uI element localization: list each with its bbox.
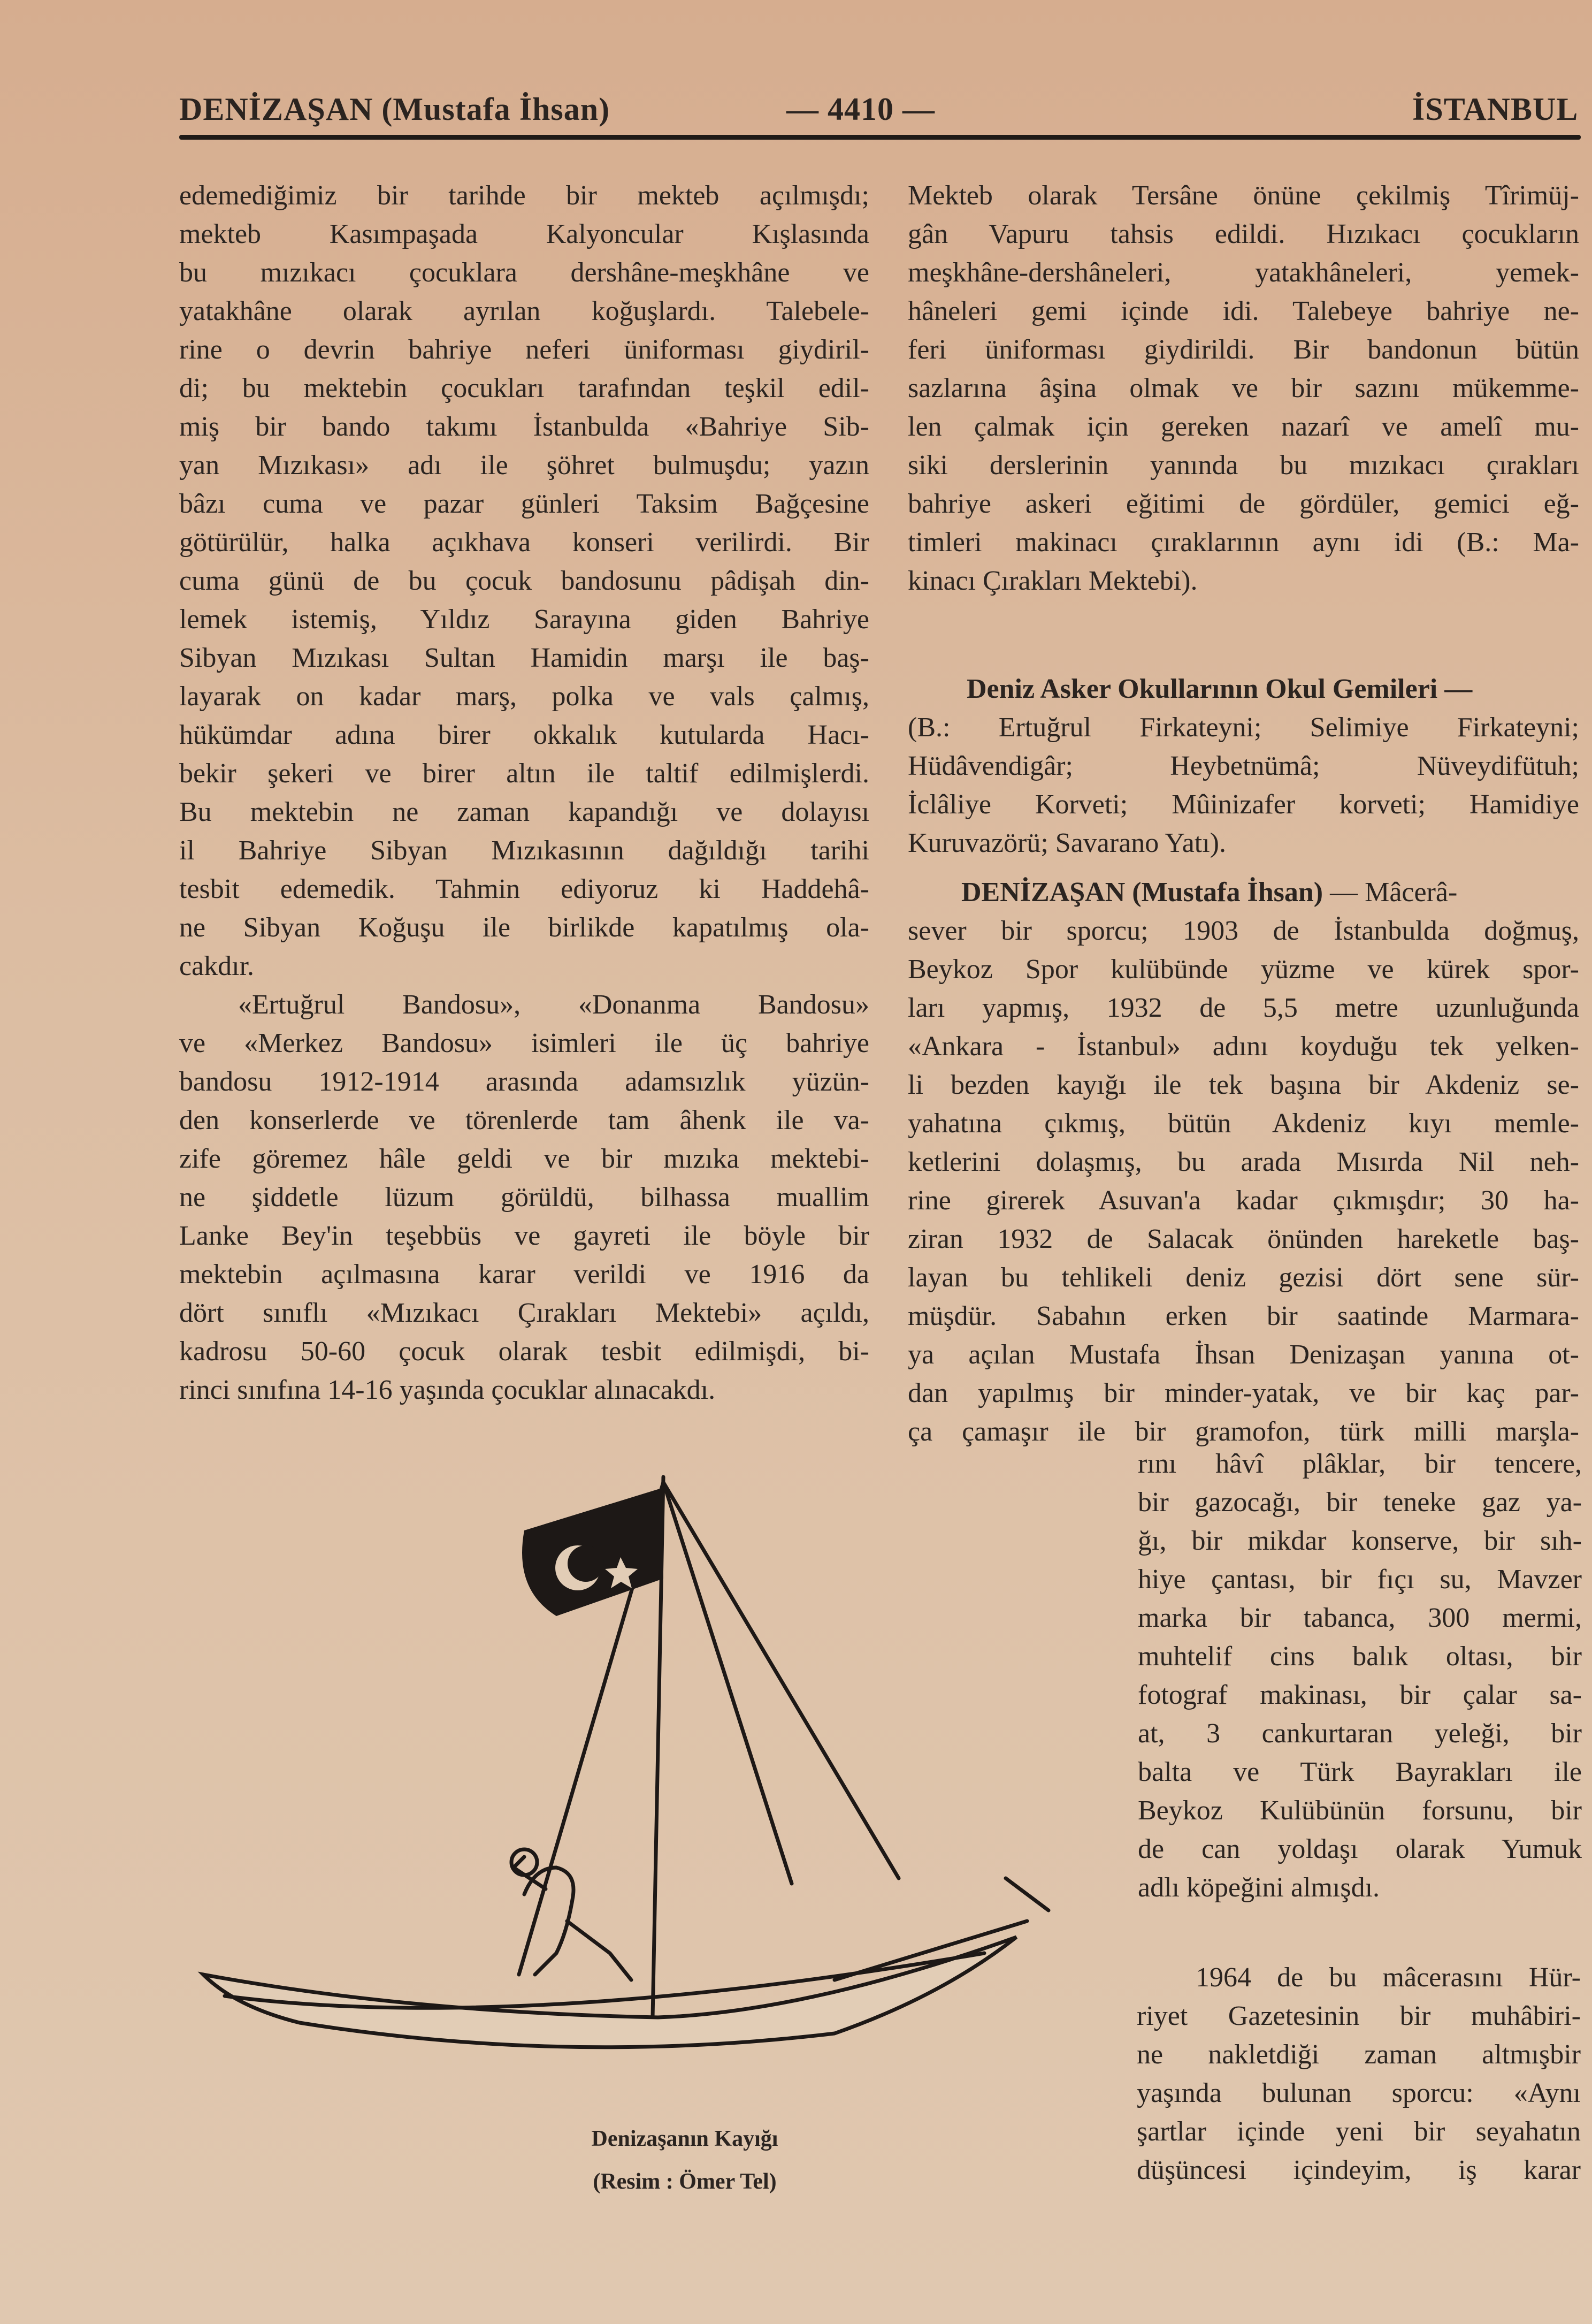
text-line: de can yoldaşı olarak Yumuk xyxy=(1138,1834,1582,1864)
text-line: kadrosu 50-60 çocuk olarak tesbit edilmişdi, bi- xyxy=(179,1336,869,1367)
sail-line xyxy=(663,1482,899,1878)
text-line: bâzı cuma ve pazar günleri Taksim Bağçesine xyxy=(179,489,869,519)
text-line: şartlar içinde yeni bir seyahatın xyxy=(1137,2116,1581,2147)
text-line: mektebin açılmasına karar verildi ve 1916 da xyxy=(179,1259,869,1290)
text-line: (B.: Ertuğrul Firkateyni; Selimiye Firkateyni; xyxy=(908,712,1579,743)
forestay xyxy=(1006,1878,1048,1910)
text-line: dan yapılmış bir minder-yatak, ve bir kaç par- xyxy=(908,1378,1579,1408)
text-line: ğı, bir mikdar konserve, bir sıh- xyxy=(1138,1526,1582,1556)
text-line: «Ankara - İstanbul» adını koyduğu tek yelken- xyxy=(908,1031,1579,1062)
text-line: marka bir tabanca, 300 mermi, xyxy=(1138,1603,1582,1633)
text-line: rine o devrin bahriye neferi üniforması giydiril- xyxy=(179,334,869,365)
text-line: sever bir sporcu; 1903 de İstanbulda doğmuş, xyxy=(908,916,1579,946)
header-rule xyxy=(179,135,1581,140)
text-line: Beykoz Kulübünün forsunu, bir xyxy=(1138,1795,1582,1826)
entry-denizasan-body xyxy=(908,912,1579,1451)
text-line: bu mızıkacı çocuklara dershâne-meşkhâne ve xyxy=(179,257,869,288)
text-line: gân Vapuru tahsis edildi. Hızıkacı çocukların xyxy=(908,219,1579,249)
boat-illustration xyxy=(193,1439,1075,2103)
entry-heading-okul-gemileri: Deniz Asker Okullarının Okul Gemileri — xyxy=(967,674,1473,704)
text-line: cakdır. xyxy=(179,951,255,981)
text-line: siki derslerinin yanında bu mızıkacı çırakları xyxy=(908,450,1579,481)
running-header-title: DENİZAŞAN (Mustafa İhsan) xyxy=(179,92,610,127)
text-line: yan Mızıkası» adı ile şöhret bulmuşdu; yazın xyxy=(179,450,869,481)
text-line: layan bu tehlikeli deniz gezisi dört sene sür- xyxy=(908,1262,1579,1293)
text-line: götürülür, halka açıkhava konseri verilirdi. Bir xyxy=(179,527,869,558)
left-paragraph-1 xyxy=(179,177,869,986)
text-line: ne Sibyan Koğuşu ile birlikde kapatılmış ola- xyxy=(179,912,869,943)
text-line: li bezden kayığı ile tek başına bir Akdeniz se- xyxy=(908,1070,1579,1100)
figure-caption-title: Denizaşanın Kayığı xyxy=(591,2127,778,2151)
text-line: adlı köpeğini almışdı. xyxy=(1138,1872,1380,1903)
text-line: ça çamaşır ile bir gramofon, türk milli marşla- xyxy=(908,1416,1579,1447)
figure-caption-credit: (Resim : Ömer Tel) xyxy=(593,2169,777,2194)
entry-title-continuation: — Mâcerâ- xyxy=(1330,877,1458,908)
entry-denizasan-indented-body xyxy=(1138,1445,1582,1907)
text-line: cuma günü de bu çocuk bandosunu pâdişah din- xyxy=(179,566,869,596)
text-line: feri üniforması giydirildi. Bir bandonun bütün xyxy=(908,334,1579,365)
entry-title: DENİZAŞAN (Mustafa İhsan) xyxy=(961,877,1323,908)
text-line: Sibyan Mızıkası Sultan Hamidin marşı ile baş- xyxy=(179,643,869,673)
text-line: edemediğimiz bir tarihde bir mekteb açılmışdı; xyxy=(179,180,869,211)
text-line: Kuruvazörü; Savarano Yatı). xyxy=(908,828,1226,858)
text-line: müşdür. Sabahın erken bir saatinde Marmara- xyxy=(908,1301,1579,1331)
text-line: zife göremez hâle geldi ve bir mızıka mektebi- xyxy=(179,1144,869,1174)
text-line: bekir şekeri ve birer altın ile taltif edilmişlerdi. xyxy=(179,758,869,789)
text-line: Hüdâvendigâr; Heybetnümâ; Nüveydifütuh; xyxy=(908,751,1579,781)
text-line: hiye çantası, bir fıçı su, Mavzer xyxy=(1138,1564,1582,1595)
text-line: Bu mektebin ne zaman kapandığı ve dolayısı xyxy=(179,797,869,827)
entry-okul-gemileri-body xyxy=(908,708,1579,863)
text-line: lemek istemiş, Yıldız Sarayına giden Bahriye xyxy=(179,604,869,635)
text-line: ne şiddetle lüzum görüldü, bilhassa muallim xyxy=(179,1182,869,1213)
text-line: 1964 de bu mâcerasını Hür- xyxy=(1196,1962,1581,1993)
entry-heading-denizasan xyxy=(908,873,1579,912)
right-paragraph-1 xyxy=(908,177,1579,600)
text-line: İclâliye Korveti; Mûinizafer korveti; Hamidiye xyxy=(908,789,1579,820)
text-line: dört sınıflı «Mızıkacı Çırakları Mektebi» açıldı, xyxy=(179,1298,869,1328)
text-line: «Ertuğrul Bandosu», «Donanma Bandosu» xyxy=(238,989,869,1020)
text-line: bir gazocağı, bir teneke gaz ya- xyxy=(1138,1487,1582,1518)
entry-denizasan-final-paragraph xyxy=(1137,1959,1581,2190)
text-line: balta ve Türk Bayrakları ile xyxy=(1138,1757,1582,1787)
text-line: kinacı Çırakları Mektebi). xyxy=(908,566,1198,596)
text-line: hâneleri gemi içinde idi. Talebeye bahriye ne- xyxy=(908,296,1579,326)
text-line: fotograf makinası, bir çalar sa- xyxy=(1138,1680,1582,1710)
text-line: at, 3 cankurtaran yeleği, bir xyxy=(1138,1718,1582,1749)
text-line: ve «Merkez Bandosu» isimleri ile üç bahriye xyxy=(179,1028,869,1058)
left-column xyxy=(179,177,869,1409)
text-line: mekteb Kasımpaşada Kalyoncular Kışlasında xyxy=(179,219,869,249)
sail-line xyxy=(663,1482,792,1884)
text-line: ketlerini dolaşmış, bu arada Mısırda Nil neh- xyxy=(908,1147,1579,1177)
text-line: yahatına çıkmış, bütün Akdeniz kıyı memle- xyxy=(908,1108,1579,1139)
text-line: Lanke Bey'in teşebbüs ve gayreti ile böyle bir xyxy=(179,1221,869,1251)
text-line: riyet Gazetesinin bir muhâbiri- xyxy=(1137,2001,1581,2031)
text-line: ne nakletdiği zaman altmışbir xyxy=(1137,2039,1581,2070)
text-line: len çalmak için gereken nazarî ve amelî mu- xyxy=(908,412,1579,442)
text-line: yaşında bulunan sporcu: «Aynı xyxy=(1137,2078,1581,2108)
text-line: rine girerek Asuvan'a kadar çıkmışdır; 30 ha- xyxy=(908,1185,1579,1216)
text-line: tesbit edemedik. Tahmin ediyoruz ki Haddehâ- xyxy=(179,874,869,904)
right-column xyxy=(908,177,1579,1451)
text-line: yatakhâne olarak ayrılan koğuşlardı. Talebele- xyxy=(179,296,869,326)
text-line: Beykoz Spor kulübünde yüzme ve kürek spor- xyxy=(908,954,1579,985)
sailor-figure xyxy=(514,1857,631,1980)
text-line: il Bahriye Sibyan Mızıkasının dağıldığı tarihi xyxy=(179,835,869,866)
text-line: miş bir bando takımı İstanbulda «Bahriye Sib- xyxy=(179,412,869,442)
text-line: den konserlerde ve törenlerde tam âhenk ile va- xyxy=(179,1105,869,1136)
sailor-head xyxy=(511,1849,537,1875)
text-line: bandosu 1912-1914 arasında adamsızlık yüzün- xyxy=(179,1066,869,1097)
text-line: rını hâvî plâklar, bir tencere, xyxy=(1138,1449,1582,1479)
text-line: Mekteb olarak Tersâne önüne çekilmiş Tîrimüj- xyxy=(908,180,1579,211)
flag-crescent-inner xyxy=(568,1545,604,1582)
page-number: — 4410 — xyxy=(786,92,935,127)
text-line: bahriye askeri eğitimi de gördüler, gemici eğ- xyxy=(908,489,1579,519)
text-line: ya açılan Mustafa İhsan Denizaşan yanına ot- xyxy=(908,1339,1579,1370)
text-line: düşüncesi içindeyim, iş karar xyxy=(1137,2155,1581,2185)
text-line: meşkhâne-dershâneleri, yatakhâneleri, yemek- xyxy=(908,257,1579,288)
text-line: di; bu mektebin çocukları tarafından teşkil edil- xyxy=(179,373,869,403)
text-line: rinci sınıfına 14-16 yaşında çocuklar alınacakdı. xyxy=(179,1375,716,1405)
text-line: ları yapmış, 1932 de 5,5 metre uzunluğunda xyxy=(908,993,1579,1023)
running-header-section: İSTANBUL xyxy=(1412,92,1579,127)
text-line: layarak on kadar marş, polka ve vals çalmış, xyxy=(179,681,869,712)
text-line: ziran 1932 de Salacak önünden hareketle baş- xyxy=(908,1224,1579,1254)
text-line: muhtelif cins balık oltası, bir xyxy=(1138,1641,1582,1672)
text-line: timleri makinacı çıraklarının aynı idi (B.: Ma- xyxy=(908,527,1579,558)
text-line: hükümdar adına birer okkalık kutularda Hacı- xyxy=(179,720,869,750)
text-line: sazlarına âşina olmak ve bir sazını mükemme- xyxy=(908,373,1579,403)
left-paragraph-2 xyxy=(179,986,869,1409)
